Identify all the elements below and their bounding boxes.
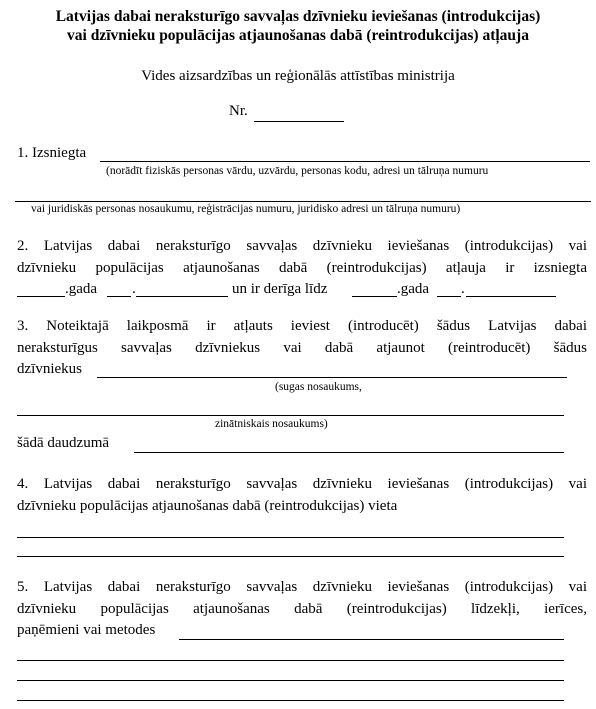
methods-field-line-3[interactable] <box>17 680 564 681</box>
location-field-line-2[interactable] <box>17 556 564 557</box>
species-field-line[interactable] <box>97 377 567 378</box>
section-3-line-3: dzīvniekus <box>17 361 82 377</box>
issued-to-field-line[interactable] <box>100 161 590 162</box>
methods-field-line-4[interactable] <box>17 700 564 701</box>
issued-dot: . <box>132 281 136 297</box>
section-5-line-1: 5. Latvijas dabai neraksturīgo savvaļas dzīvnieku ieviešanas (introdukcijas) vai <box>17 579 587 595</box>
issued-gada-label: .gada <box>65 281 98 297</box>
methods-field-line-2[interactable] <box>17 660 564 661</box>
section-5-line-2: dzīvnieku populācijas atjaunošanas dabā (reintrodukcijas) līdzekļi, ierīces, <box>17 601 587 617</box>
document-title-line-1: Latvijas dabai neraksturīgo savvaļas dzīvnieku ieviešanas (introdukcijas) <box>55 8 541 25</box>
section-3-line-1: 3. Noteiktajā laikposmā ir atļauts ieviest (introducēt) šādus Latvijas dabai <box>17 318 587 334</box>
valid-day-field[interactable] <box>437 296 461 297</box>
ministry-name: Vides aizsardzības un reģionālās attīstības ministrija <box>141 68 455 84</box>
section-5-line-3: paņēmieni vai metodes <box>17 622 156 638</box>
quantity-field-line[interactable] <box>134 452 564 453</box>
species-hint-2: zinātniskais nosaukums) <box>215 418 328 430</box>
number-label: Nr. <box>229 103 248 119</box>
document-title-line-2: vai dzīvnieku populācijas atjaunošanas dabā (reintrodukcijas) atļauja <box>67 27 529 44</box>
section-4-line-1: 4. Latvijas dabai neraksturīgo savvaļas dzīvnieku ieviešanas (introdukcijas) vai <box>17 476 587 492</box>
methods-field-line-1[interactable] <box>179 639 564 640</box>
issued-to-hint-2: vai juridiskās personas nosaukumu, reģistrācijas numuru, juridisko adresi un tālruņa numuru) <box>31 203 461 215</box>
issued-to-field-line-2[interactable] <box>15 201 591 202</box>
species-hint-1: (sugas nosaukums, <box>275 381 362 393</box>
section-2-line-2: dzīvnieku populācijas atjaunošanas dabā (reintrodukcijas) atļauja ir izsniegta <box>17 260 587 276</box>
valid-gada-label: .gada <box>397 281 430 297</box>
issued-to-label: 1. Izsniegta <box>17 145 87 161</box>
valid-year-field[interactable] <box>352 296 397 297</box>
number-field-line[interactable] <box>254 121 344 122</box>
scientific-name-field-line[interactable] <box>17 415 564 416</box>
issued-to-hint-1: (norādīt fiziskās personas vārdu, uzvārdu, personas kodu, adresi un tālruņa numuru <box>106 165 489 177</box>
section-4-line-2: dzīvnieku populācijas atjaunošanas dabā (reintrodukcijas) vieta <box>17 498 398 514</box>
location-field-line-1[interactable] <box>17 537 564 538</box>
issued-month-field[interactable] <box>136 296 228 297</box>
valid-month-field[interactable] <box>466 296 556 297</box>
valid-dot: . <box>461 281 465 297</box>
quantity-label: šādā daudzumā <box>17 435 110 451</box>
issued-year-field[interactable] <box>17 296 65 297</box>
issued-day-field[interactable] <box>107 296 131 297</box>
section-3-line-2: neraksturīgus savvaļas dzīvniekus vai dabā atjaunot (reintroducēt) šādus <box>17 340 587 356</box>
section-2-line-1: 2. Latvijas dabai neraksturīgo savvaļas dzīvnieku ieviešanas (introdukcijas) vai <box>17 238 587 254</box>
valid-until-label: un ir derīga līdz <box>232 281 328 297</box>
